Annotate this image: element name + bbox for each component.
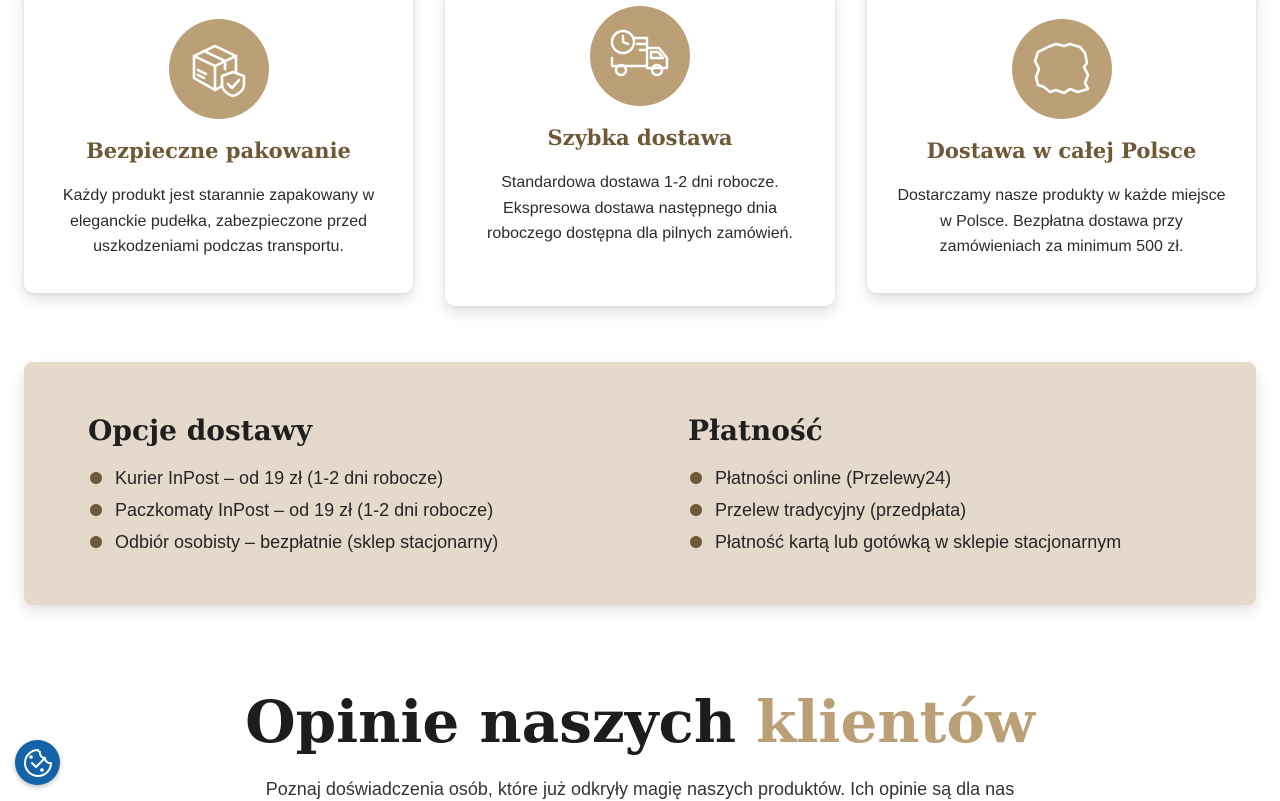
feature-title: Dostawa w całej Polsce	[926, 138, 1197, 163]
list-item-text: Płatność kartą lub gotówką w sklepie stacjonarnym	[715, 532, 1122, 552]
feature-card-fast-delivery	[445, 0, 835, 306]
list-item-text: Paczkomaty InPost – od 19 zł (1-2 dni robocze)	[115, 500, 494, 520]
bullet-icon	[690, 472, 702, 484]
list-item-text: Odbiór osobisty – bezpłatnie (sklep stacjonarny)	[115, 532, 499, 552]
cookie-settings-icon	[22, 747, 54, 779]
testimonials-title-main: Opinie naszych	[245, 688, 736, 756]
feature-card-nationwide	[867, 0, 1256, 293]
list-item	[88, 526, 648, 558]
bullet-icon	[90, 504, 102, 516]
feature-description: Każdy produkt jest starannie zapakowany w eleganckie pudełka, zabezpieczone przed uszkodzeniami podczas transportu.	[62, 187, 375, 255]
payment-options-list	[688, 462, 1208, 558]
list-item	[688, 462, 1208, 494]
list-item-text: Kurier InPost – od 19 zł (1-2 dni robocze)	[115, 468, 444, 488]
feature-card-packaging	[24, 0, 413, 293]
list-item	[88, 462, 648, 494]
delivery-payment-panel	[24, 362, 1256, 605]
package-shield-icon	[169, 19, 269, 119]
bullet-icon	[90, 472, 102, 484]
list-item	[688, 526, 1208, 558]
list-item-text: Płatności online (Przelewy24)	[715, 468, 952, 488]
fast-delivery-truck-icon	[590, 6, 690, 106]
testimonials-subtitle: Poznaj doświadczenia osób, które już odkryły magię naszych produktów. Ich opinie są dla nas	[265, 779, 1015, 799]
bullet-icon	[690, 536, 702, 548]
bullet-icon	[90, 536, 102, 548]
cookie-consent-button[interactable]	[15, 740, 60, 785]
list-item	[88, 494, 648, 526]
payment-options	[688, 412, 1208, 558]
feature-title: Szybka dostawa	[547, 125, 733, 150]
bullet-icon	[690, 504, 702, 516]
payment-options-title: Płatność	[688, 414, 823, 447]
testimonials-title-accent: klientów	[756, 688, 1035, 756]
delivery-options-list	[88, 462, 648, 558]
delivery-options	[88, 412, 648, 558]
list-item-text: Przelew tradycyjny (przedpłata)	[715, 500, 967, 520]
delivery-options-title: Opcje dostawy	[88, 414, 313, 447]
feature-description: Standardowa dostawa 1-2 dni robocze. Ekspresowa dostawa następnego dnia roboczego dostępna dla pilnych zamówień.	[487, 174, 793, 242]
list-item	[688, 494, 1208, 526]
poland-map-icon	[1012, 19, 1112, 119]
feature-title: Bezpieczne pakowanie	[86, 138, 351, 163]
testimonials-title	[0, 686, 1280, 758]
feature-description: Dostarczamy nasze produkty w każde miejsce w Polsce. Bezpłatna dostawa przy zamówieniach za minimum 500 zł.	[897, 187, 1226, 255]
